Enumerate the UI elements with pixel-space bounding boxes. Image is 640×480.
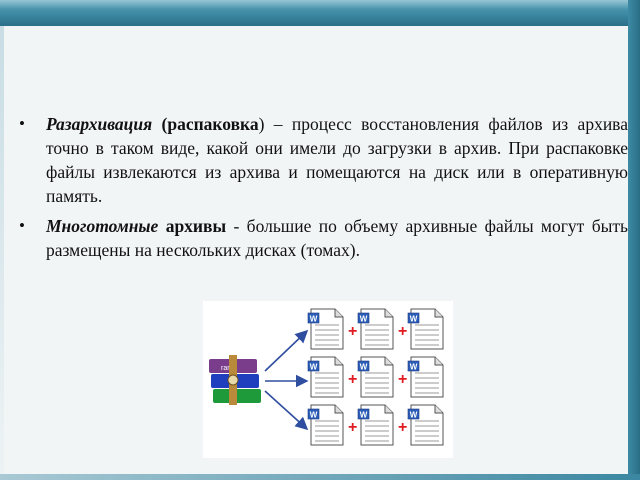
word-document-icon xyxy=(308,357,343,397)
bullet-dot-icon: • xyxy=(19,216,25,235)
volume-documents xyxy=(308,309,443,445)
word-badge-label: W xyxy=(309,314,318,324)
word-badge-label: W xyxy=(309,362,318,372)
slide-header-bar xyxy=(0,0,640,26)
bullet-item-unarchiving xyxy=(19,112,628,208)
slide-right-bar xyxy=(628,0,640,480)
multivolume-diagram xyxy=(203,301,453,458)
term-unarchiving: Разархивация xyxy=(46,114,153,134)
slide-bottom-bar xyxy=(0,474,640,480)
word-badge-label: W xyxy=(409,362,418,372)
word-document-icon xyxy=(308,405,343,445)
definition-multivolume: - большие по объему архивные файлы могут быть размещены на нескольких дисках (томах). xyxy=(46,216,628,260)
word-document-icon xyxy=(308,309,343,349)
word-badge-label: W xyxy=(409,314,418,324)
svg-text:rar: rar xyxy=(221,365,230,372)
word-badge-label: W xyxy=(359,362,368,372)
word-document-icon xyxy=(358,405,393,445)
plus-icon: + xyxy=(398,371,408,388)
word-document-icon xyxy=(358,309,393,349)
bullet-item-multivolume xyxy=(19,214,628,262)
plus-icon: + xyxy=(348,371,358,388)
word-document-icon xyxy=(408,405,443,445)
word-document-icon xyxy=(408,357,443,397)
term-multivolume: Многотомные xyxy=(46,216,159,236)
bullet-dot-icon: • xyxy=(19,114,25,133)
word-document-icon xyxy=(358,357,393,397)
word-badge-label: W xyxy=(359,410,368,420)
plus-icon: + xyxy=(348,323,358,340)
plus-icon: + xyxy=(348,419,358,436)
word-badge-label: W xyxy=(409,410,418,420)
slide-left-edge xyxy=(0,26,4,480)
plus-icon: + xyxy=(398,323,408,340)
term-archives: архивы xyxy=(158,216,227,236)
word-document-icon xyxy=(408,309,443,349)
term-unpacking: (распаковка xyxy=(152,114,259,134)
word-badge-label: W xyxy=(359,314,368,324)
plus-icon: + xyxy=(398,419,408,436)
multivolume-illustration xyxy=(203,301,453,458)
bullet-list xyxy=(19,112,628,268)
header-shine xyxy=(0,0,640,9)
word-badge-label: W xyxy=(309,410,318,420)
definition-unarchiving: ) – процесс восстановления файлов из архива точно в таком виде, какой они имели до загрузки в архив. При распаковке файлы извлекаются из архива и помещаются на диск или в оперативную память. xyxy=(46,114,628,206)
winrar-archive-icon xyxy=(209,355,261,405)
